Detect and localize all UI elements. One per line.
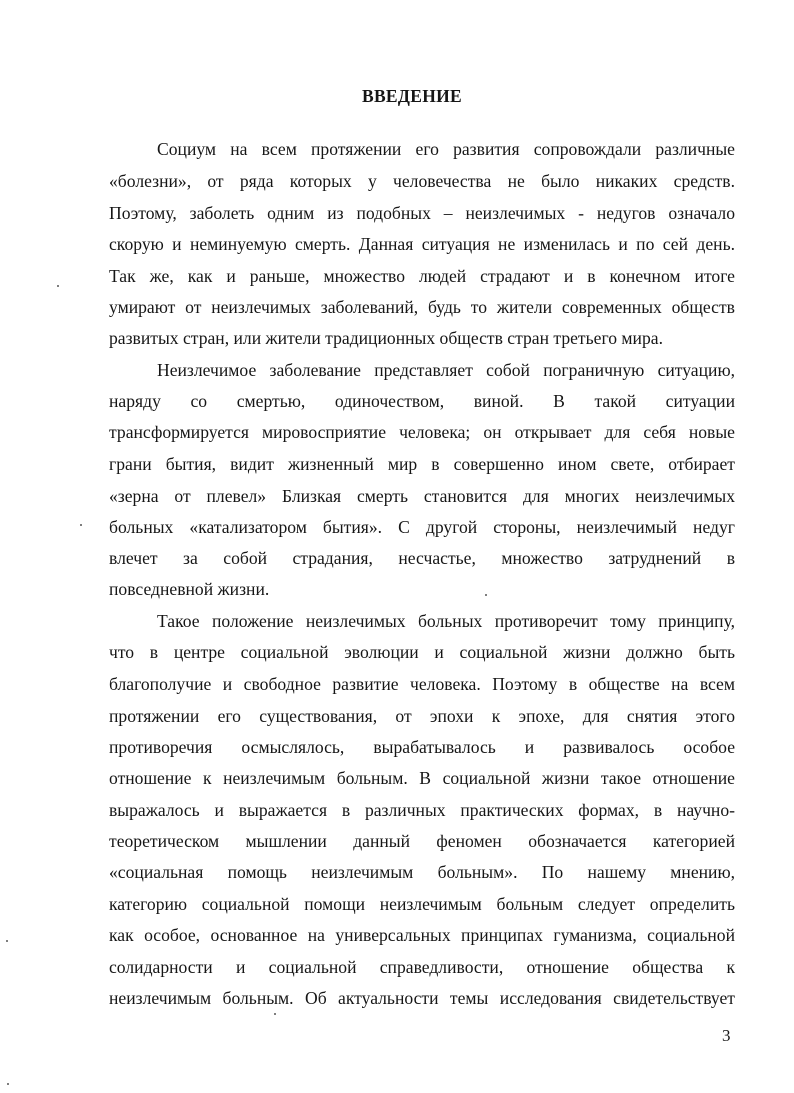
scan-speck (6, 940, 8, 942)
scan-speck (80, 524, 82, 526)
scan-speck (274, 1013, 276, 1015)
text-line: грани бытия, видит жизненный мир в совершенно ином свете, отбирает (109, 454, 735, 474)
text-line: категорию социальной помощи неизлечимым больным следует определить (109, 894, 735, 914)
text-line: неизлечимым больным. Об актуальности темы исследования свидетельствует (109, 988, 735, 1008)
text-line: Так же, как и раньше, множество людей страдают и в конечном итоге (109, 266, 735, 286)
text-line: что в центре социальной эволюции и социальной жизни должно быть (109, 642, 735, 662)
text-line: развитых стран, или жители традиционных обществ стран третьего мира. (109, 328, 663, 348)
scan-speck (485, 594, 487, 596)
text-line: как особое, основанное на универсальных принципах гуманизма, социальной (109, 925, 735, 945)
text-line: влечет за собой страдания, несчастье, множество затруднений в (109, 548, 735, 568)
text-line: теоретическом мышлении данный феномен обозначается категорией (109, 831, 735, 851)
text-line: противоречия осмыслялось, вырабатывалось и развивалось особое (109, 737, 735, 757)
text-line: солидарности и социальной справедливости, отношение общества к (109, 957, 735, 977)
scan-speck (57, 285, 59, 287)
text-line: протяжении его существования, от эпохи к эпохе, для снятия этого (109, 706, 735, 726)
text-line: «социальная помощь неизлечимым больным». По нашему мнению, (109, 862, 735, 882)
text-line: «зерна от плевел» Близкая смерть становится для многих неизлечимых (109, 486, 735, 506)
text-line: трансформируется мировосприятие человека; он открывает для себя новые (109, 422, 735, 442)
text-line: Такое положение неизлечимых больных противоречит тому принципу, (157, 611, 735, 631)
text-line: выражалось и выражается в различных практических формах, в научно- (109, 800, 735, 820)
text-line: «болезни», от ряда которых у человечества не было никаких средств. (109, 171, 735, 191)
text-line: больных «катализатором бытия». С другой стороны, неизлечимый недуг (109, 517, 735, 537)
text-line: Социум на всем протяжении его развития сопровождали различные (157, 139, 735, 159)
text-line: отношение к неизлечимым больным. В социальной жизни такое отношение (109, 768, 735, 788)
text-line: скорую и неминуемую смерть. Данная ситуация не изменилась и по сей день. (109, 234, 735, 254)
text-line: умирают от неизлечимых заболеваний, будь то жители современных обществ (109, 297, 735, 317)
page-title: ВВЕДЕНИЕ (361, 86, 463, 106)
text-line: наряду со смертью, одиночеством, виной. В такой ситуации (109, 391, 735, 411)
page-number: 3 (722, 1026, 731, 1045)
scan-speck (7, 1083, 9, 1085)
text-line: повседневной жизни. (109, 579, 270, 599)
text-line: Неизлечимое заболевание представляет собой пограничную ситуацию, (157, 360, 735, 380)
text-line: благополучие и свободное развитие человека. Поэтому в обществе на всем (109, 674, 735, 694)
text-line: Поэтому, заболеть одним из подобных – неизлечимых - недугов означало (109, 203, 735, 223)
